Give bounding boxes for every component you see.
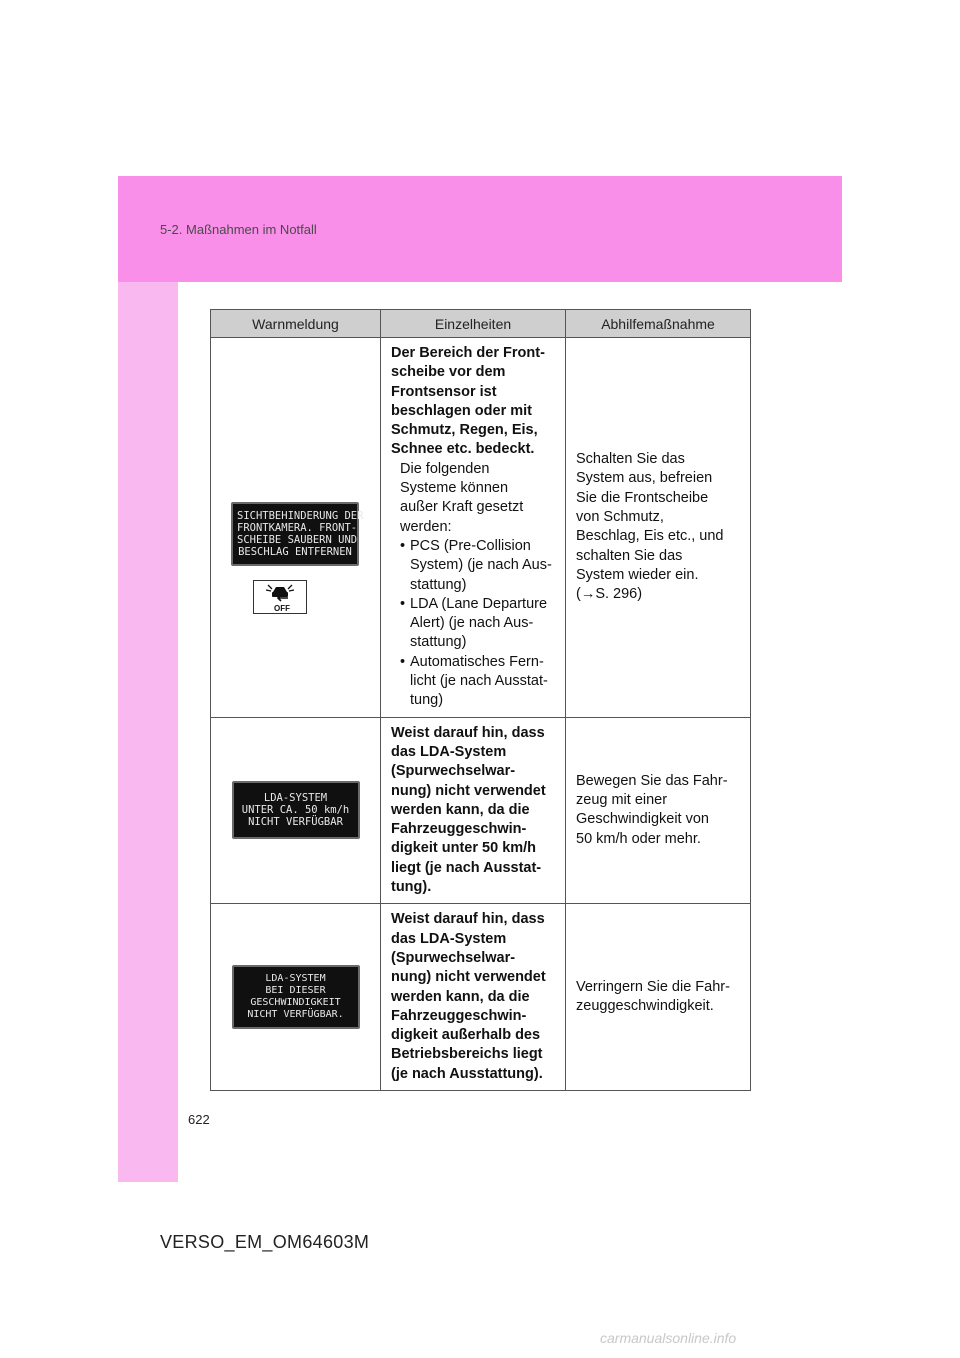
details-cell xyxy=(381,904,566,1091)
remedy-line: schalten Sie das xyxy=(576,547,683,564)
remedy-line: System aus, befreien xyxy=(576,470,713,487)
remedy-line: Bewegen Sie das Fahr- xyxy=(576,772,728,789)
lcd-line: NICHT VERFÜGBAR. xyxy=(247,1009,344,1021)
remedy-line: (→S. 296) xyxy=(576,586,643,603)
detail-line: scheibe vor dem xyxy=(391,364,506,381)
bullet-line: • Automatisches Fern- xyxy=(410,653,544,670)
detail-line: das LDA-System xyxy=(391,743,507,760)
sensor-off-icon-glyph xyxy=(254,581,306,613)
lcd-line: SCHEIBE SAUBERN UND xyxy=(237,534,358,547)
header-abhilfemassnahme: Abhilfemaßnahme xyxy=(566,310,751,338)
detail-line: tung). xyxy=(391,879,432,896)
detail-line: Betriebsbereichs liegt xyxy=(391,1046,543,1063)
detail-line: Fahrzeuggeschwin- xyxy=(391,1007,527,1024)
remedy-line: zeug mit einer xyxy=(576,792,668,809)
table-header-row xyxy=(211,310,751,338)
detail-line: Weist darauf hin, dass xyxy=(391,724,545,741)
table-row xyxy=(211,338,751,718)
icon-off-label: OFF xyxy=(274,604,290,614)
detail-line: nung) nicht verwendet xyxy=(391,969,546,986)
remedy-line: System wieder ein. xyxy=(576,566,699,583)
remedy-line: Geschwindigkeit von xyxy=(576,811,709,828)
remedy-line: Sie die Frontscheibe xyxy=(576,489,709,506)
sidebar-band xyxy=(118,282,178,1182)
remedy-line: Schalten Sie das xyxy=(576,451,685,468)
warning-display-cell xyxy=(211,717,381,904)
section-label: 5-2. Maßnahmen im Notfall xyxy=(160,222,317,237)
detail-line: liegt (je nach Ausstat- xyxy=(391,859,542,876)
remedy-line: Verringern Sie die Fahr- xyxy=(576,978,730,995)
lcd-line: BESCHLAG ENTFERNEN xyxy=(238,546,352,559)
lcd-line: LDA-SYSTEM xyxy=(265,973,326,985)
affected-systems-list xyxy=(391,537,557,711)
bullet-line: licht (je nach Ausstat- xyxy=(410,673,548,690)
lcd-line: GESCHWINDIGKEIT xyxy=(250,997,341,1009)
list-item xyxy=(400,595,557,653)
detail-line: Fahrzeuggeschwin- xyxy=(391,821,527,838)
detail-line: Schmutz, Regen, Eis, xyxy=(391,422,538,439)
bullet-line: stattung) xyxy=(410,576,467,593)
list-item xyxy=(400,653,557,711)
lcd-line: LDA-SYSTEM xyxy=(263,792,328,805)
lcd-display xyxy=(232,781,360,839)
bullet-line: stattung) xyxy=(410,634,467,651)
page-number: 622 xyxy=(188,1112,210,1127)
detail-line: werden: xyxy=(400,518,452,535)
remedy-line: 50 km/h oder mehr. xyxy=(576,830,701,847)
lcd-line: BEI DIESER xyxy=(265,985,326,997)
table-row xyxy=(211,904,751,1091)
detail-line: beschlagen oder mit xyxy=(391,402,533,419)
details-cell xyxy=(381,717,566,904)
detail-line: werden kann, da die xyxy=(391,801,530,818)
detail-line: Weist darauf hin, dass xyxy=(391,911,545,928)
remedy-line: zeuggeschwindigkeit. xyxy=(576,998,714,1015)
detail-line: nung) nicht verwendet xyxy=(391,782,546,799)
lcd-line: UNTER CA. 50 km/h xyxy=(241,804,350,817)
header-warnmeldung: Warnmeldung xyxy=(211,310,381,338)
list-item xyxy=(400,537,557,595)
detail-line: Systeme können xyxy=(400,480,509,497)
bullet-line: System) (je nach Aus- xyxy=(410,557,552,574)
lcd-line: FRONTKAMERA. FRONT- xyxy=(237,522,358,535)
lcd-line: SICHTBEHINDERUNG DER xyxy=(237,510,364,523)
details-cell xyxy=(381,338,566,718)
lcd-display xyxy=(232,965,360,1029)
warning-display-cell xyxy=(211,904,381,1091)
header-einzelheiten: Einzelheiten xyxy=(381,310,566,338)
bullet-line: • PCS (Pre-Collision xyxy=(410,537,531,554)
bullet-line: Alert) (je nach Aus- xyxy=(410,615,534,632)
remedy-cell xyxy=(566,904,751,1091)
detail-line: digkeit außerhalb des xyxy=(391,1027,541,1044)
remedy-cell xyxy=(566,717,751,904)
document-code: VERSO_EM_OM64603M xyxy=(160,1232,370,1252)
lcd-display xyxy=(231,502,364,566)
detail-line: digkeit unter 50 km/h xyxy=(391,840,537,857)
remedy-cell xyxy=(566,338,751,718)
warning-display-cell xyxy=(211,338,381,718)
remedy-line: von Schmutz, xyxy=(576,509,664,526)
bullet-line: • LDA (Lane Departure xyxy=(410,595,548,612)
remedy-line: Beschlag, Eis etc., und xyxy=(576,528,724,545)
sensor-off-icon xyxy=(253,580,307,614)
detail-line: werden kann, da die xyxy=(391,988,530,1005)
warning-table xyxy=(210,309,751,1091)
detail-line: das LDA-System xyxy=(391,930,507,947)
lcd-line: NICHT VERFÜGBAR xyxy=(248,816,343,829)
detail-line: (Spurwechselwar- xyxy=(391,763,516,780)
detail-line: Die folgenden xyxy=(400,460,490,477)
detail-line: außer Kraft gesetzt xyxy=(400,499,524,516)
watermark: carmanualsonline.info xyxy=(600,1330,737,1346)
table-row xyxy=(211,717,751,904)
bullet-line: tung) xyxy=(410,692,444,709)
detail-line: Frontsensor ist xyxy=(391,383,497,400)
detail-line: (je nach Ausstattung). xyxy=(391,1065,543,1082)
detail-line: Der Bereich der Front- xyxy=(391,345,545,361)
detail-line: (Spurwechselwar- xyxy=(391,949,516,966)
detail-line: Schnee etc. bedeckt. xyxy=(391,441,535,458)
